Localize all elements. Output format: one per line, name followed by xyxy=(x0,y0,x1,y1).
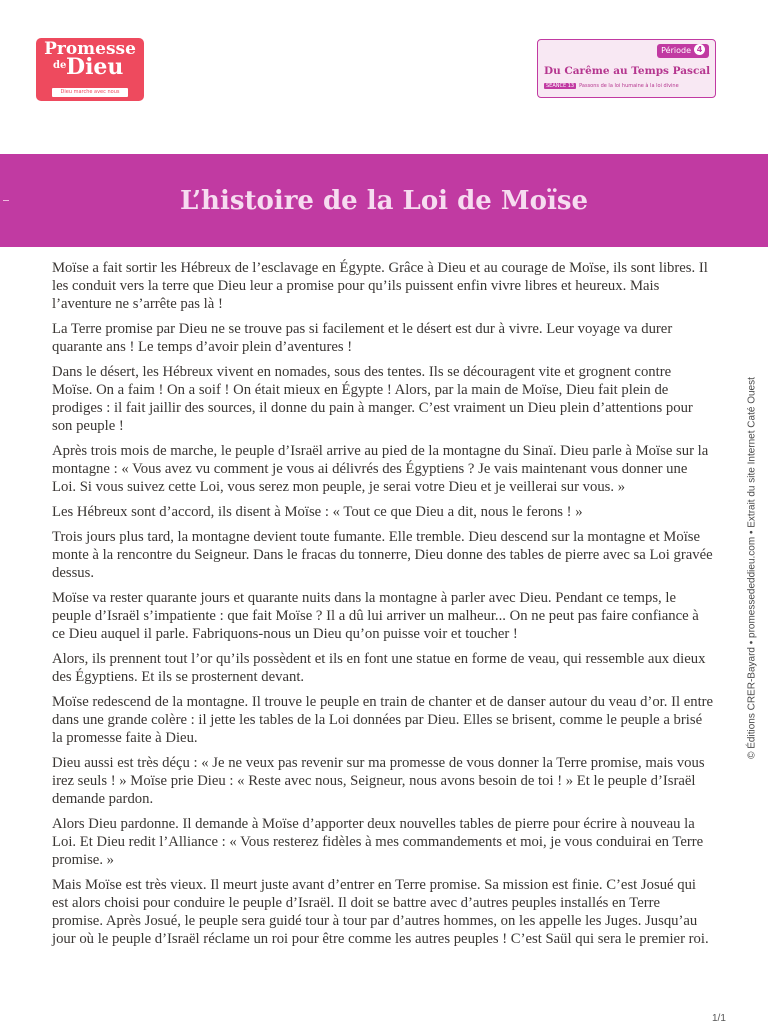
logo-tagline: Dieu marche avec nous xyxy=(52,88,128,97)
logo-word-promesse: Promesse xyxy=(44,39,136,59)
paragraph: Alors, ils prennent tout l’or qu’ils possèdent et ils en font une statue en forme de veau, qui ressemble aux dieux des Égyptiens. Et ils se prosternent devant. xyxy=(52,651,706,685)
paragraph: Après trois mois de marche, le peuple d’Israël arrive au pied de la montagne du Sinaï. Dieu parle à Moïse sur la montagne : « Vous avez vu comment je vous ai délivrés des Égyptiens ? Je vais maintenant vous donner une Loi. Si vous suivez cette Loi, vous serez mon peuple, je serai votre Dieu et je veillerai sur vous. » xyxy=(52,443,709,495)
period-subtitle xyxy=(544,83,679,89)
page-number: 1/1 xyxy=(712,1013,726,1024)
paragraph: Dieu aussi est très déçu : « Je ne veux pas revenir sur ma promesse de vous donner la Terre promise, mais vous irez seuls ! » Moïse prie Dieu : « Reste avec nous, Seigneur, nous avons besoin de toi ! » Et le peuple d’Israël demande pardon. xyxy=(52,755,705,807)
paragraph: Moïse redescend de la montagne. Il trouve le peuple en train de chanter et de danser autour du veau d’or. Il entre dans une grande colère : il jette les tables de la Loi données par Dieu. Elles se brisent, comme le peuple a brisé la promesse faite à Dieu. xyxy=(52,694,714,746)
period-badge xyxy=(657,44,709,58)
period-box xyxy=(537,39,716,98)
paragraph: La Terre promise par Dieu ne se trouve pas si facilement et le désert est dur à vivre. Leur voyage va durer quarante ans ! Le temps d’avoir plein d’aventures ! xyxy=(52,321,673,355)
paragraph: Mais Moïse est très vieux. Il meurt juste avant d’entrer en Terre promise. Sa mission est finie. C’est Josué qui est alors choisi pour conduire le peuple d’Israël. Il doit se battre avec d’autres peuples installés en Terre promise. Après Josué, le peuple sera guidé tour à tour par d’autres hommes, on les appelle les Juges. Jusqu’au jour où le peuple d’Israël réclame un roi pour être comme les autres peuples ! C’est Saül qui sera le premier roi. xyxy=(52,877,709,947)
session-tag: SÉANCE 13 xyxy=(546,83,575,89)
side-credits-text: © Éditions CRER-Bayard • promessededdieu.com • Extrait du site Internet Caté Ouest xyxy=(746,377,758,759)
story-text xyxy=(52,259,714,955)
period-title: Du Carême au Temps Pascal xyxy=(544,65,711,77)
paragraph: Alors Dieu pardonne. Il demande à Moïse d’apporter deux nouvelles tables de pierre pour écrire à nouveau la Loi. Et Dieu redit l’Alliance : « Vous resterez fidèles à mes commandements et moi, je vous conduirai en Terre promise. » xyxy=(52,816,704,868)
logo-word-dieu: Dieu xyxy=(66,54,124,80)
paragraph: Moïse va rester quarante jours et quarante nuits dans la montagne à parler avec Dieu. Pendant ce temps, le peuple d’Israël s’impatiente : que fait Moïse ? Il a dû lui arriver un malheur... On ne peut pas faire confiance à ce Dieu auquel il parle. Fabriquons-nous un Dieu qu’on puisse voir et toucher ! xyxy=(52,590,699,642)
logo-word-de: de xyxy=(53,60,67,71)
paragraph: Trois jours plus tard, la montagne devient toute fumante. Elle tremble. Dieu descend sur la montagne et Moïse monte à la rencontre du Seigneur. Dans le fracas du tonnerre, Dieu donne des tables de pierre avec sa Loi gravée dessus. xyxy=(52,529,713,581)
promesse-de-dieu-logo xyxy=(36,38,144,101)
page-title: L’histoire de la Loi de Moïse xyxy=(179,186,589,216)
paragraph: Moïse a fait sortir les Hébreux de l’esclavage en Égypte. Grâce à Dieu et au courage de Moïse, ils sont libres. Il les conduit vers la terre que Dieu leur a promise pour qu’ils puissent enfin vivre libres et heureux. Mais l’aventure ne s’arrête pas là ! xyxy=(52,260,708,312)
paragraph: Les Hébreux sont d’accord, ils disent à Moïse : « Tout ce que Dieu a dit, nous le ferons ! » xyxy=(52,504,583,520)
title-banner xyxy=(0,154,768,247)
session-subtitle: Passons de la loi humaine à la loi divine xyxy=(579,83,679,89)
paragraph: Dans le désert, les Hébreux vivent en nomades, sous des tentes. Ils se découragent vite et grognent contre Moïse. On a faim ! On a soif ! On était mieux en Égypte ! Alors, par la main de Moïse, Dieu fait plein de prodiges : il fait jaillir des sources, il donne du pain à manger. C’est vraiment un Dieu plein d’attentions pour son peuple ! xyxy=(52,364,693,434)
period-badge-label: Période xyxy=(661,46,691,55)
period-number: 4 xyxy=(694,44,705,55)
